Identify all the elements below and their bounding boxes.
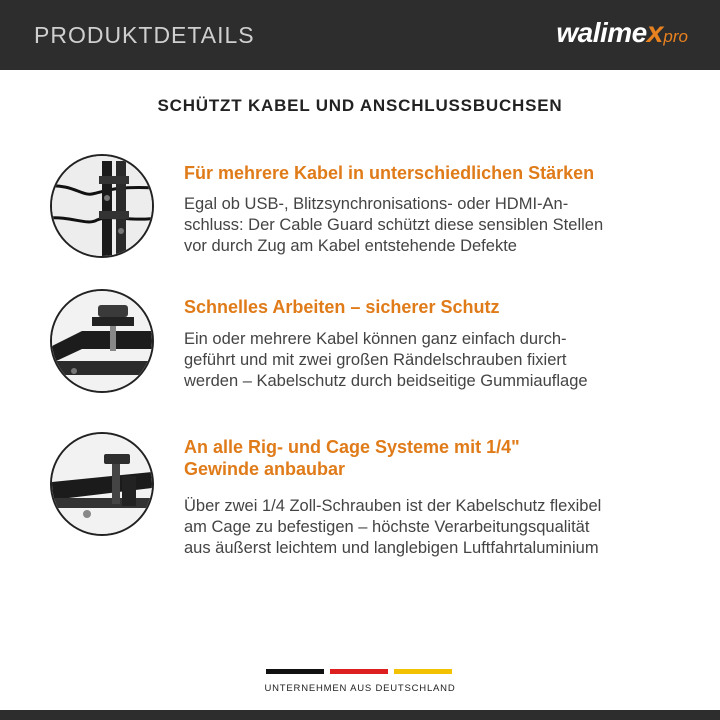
feature-text-line: werden – Kabelschutz durch beidseitige Gummiauflage bbox=[184, 372, 588, 390]
cable-guard-illustration-3 bbox=[52, 434, 152, 534]
flag-stripe-black bbox=[266, 669, 324, 674]
feature-text-line: vor durch Zug am Kabel entstehende Defekte bbox=[184, 237, 517, 255]
feature-description bbox=[184, 329, 704, 392]
feature-text-line: Über zwei 1/4 Zoll-Schrauben ist der Kabelschutz flexibel bbox=[184, 497, 602, 515]
flag-stripe-red bbox=[330, 669, 388, 674]
feature-text-line: schluss: Der Cable Guard schützt diese sensiblen Stellen bbox=[184, 216, 604, 234]
logo-pro-text: pro bbox=[663, 27, 688, 46]
footer-bar bbox=[0, 710, 720, 720]
feature-title bbox=[184, 162, 684, 184]
cable-guard-illustration-2 bbox=[52, 291, 152, 391]
product-photo-rig-mount bbox=[50, 432, 154, 536]
logo-main-text: walime bbox=[556, 17, 647, 48]
feature-text-line: geführt und mit zwei großen Rändelschrauben fixiert bbox=[184, 351, 567, 369]
section-heading: SCHÜTZT KABEL UND ANSCHLUSSBUCHSEN bbox=[157, 96, 563, 115]
product-photo-thumbscrew bbox=[50, 289, 154, 393]
feature-text-line: Ein oder mehrere Kabel können ganz einfach durch- bbox=[184, 330, 567, 348]
feature-title-line: An alle Rig- und Cage Systeme mit 1/4" bbox=[184, 437, 520, 457]
feature-title-line: Schnelles Arbeiten – sicherer Schutz bbox=[184, 297, 500, 317]
german-flag-stripes bbox=[266, 669, 452, 674]
feature-text-line: Egal ob USB-, Blitzsynchronisations- oder HDMI-An- bbox=[184, 195, 569, 213]
feature-title bbox=[184, 436, 684, 480]
cable-guard-illustration-1 bbox=[52, 156, 152, 256]
feature-title bbox=[184, 296, 684, 318]
walimex-pro-logo bbox=[556, 16, 688, 54]
product-photo-cables bbox=[50, 154, 154, 258]
flag-stripe-gold bbox=[394, 669, 452, 674]
header-title: PRODUKTDETAILS bbox=[34, 22, 255, 48]
footer-label: UNTERNEHMEN AUS DEUTSCHLAND bbox=[264, 683, 456, 694]
header-bar bbox=[0, 0, 720, 70]
feature-title-line: Gewinde anbaubar bbox=[184, 459, 346, 479]
feature-description bbox=[184, 194, 704, 257]
feature-text-line: aus äußerst leichtem und langlebigen Luftfahrtaluminium bbox=[184, 539, 599, 557]
feature-title-line: Für mehrere Kabel in unterschiedlichen Stärken bbox=[184, 163, 595, 183]
feature-description bbox=[184, 496, 704, 559]
logo-x-text: x bbox=[646, 16, 664, 49]
feature-text-line: am Cage zu befestigen – höchste Verarbeitungsqualität bbox=[184, 518, 590, 536]
